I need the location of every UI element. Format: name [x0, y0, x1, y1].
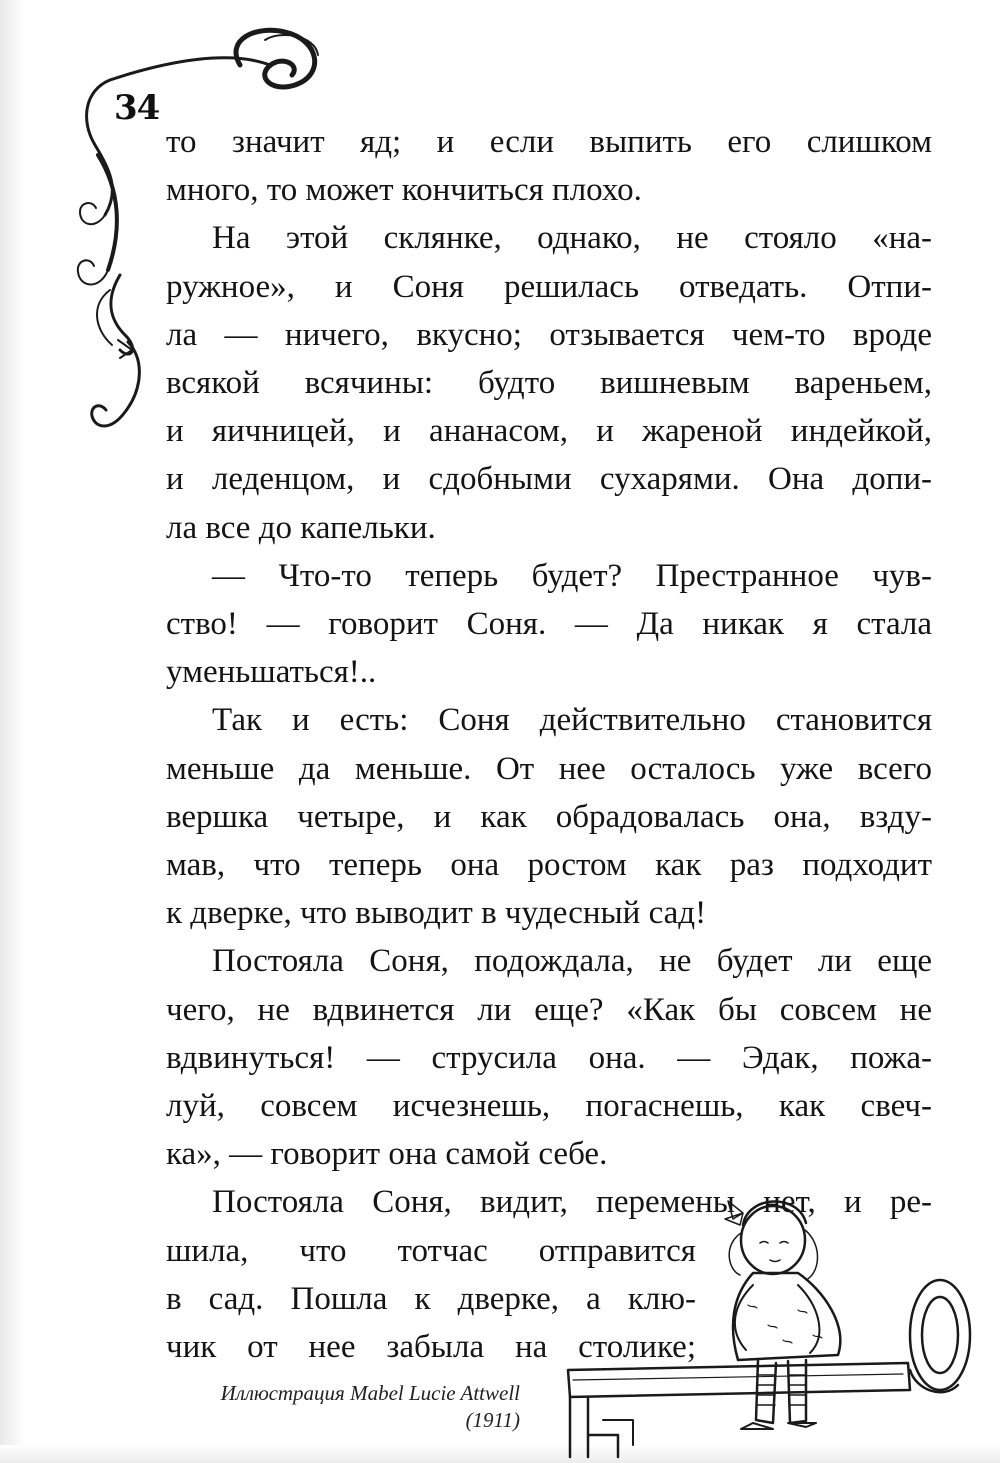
text-line: ла все до капельки.: [166, 509, 436, 546]
text-line: — Что-то теперь будет? Престранное чув-: [212, 557, 932, 594]
body-text: [166, 118, 932, 1371]
text-line: всякой всячины: будто вишневым вареньем,: [166, 365, 932, 402]
text-line: к дверке, что выводит в чудесный сад!: [166, 895, 707, 932]
girl-on-key-illustration: [548, 1185, 978, 1460]
caption-year: (1911): [465, 1408, 520, 1432]
text-line: Постояла Соня, подождала, не будет ли еще: [212, 943, 932, 980]
caption-author: Иллюстрация Mabel Lucie Attwell: [220, 1381, 520, 1405]
text-line: На этой склянке, однако, не стояло «на-: [212, 220, 932, 257]
text-line: Постояла Соня, видит, перемены нет, и ре-: [212, 1184, 932, 1221]
text-line: ство! — говорит Соня. — Да никак я стала: [166, 606, 932, 643]
text-line: луй, совсем исчезнешь, погаснешь, как свеч-: [166, 1088, 932, 1125]
text-line: и яичницей, и ананасом, и жареной индейкой,: [166, 413, 932, 450]
text-line: меньше да меньше. От нее осталось уже всего: [166, 750, 932, 787]
page-number: 34: [114, 88, 160, 128]
text-line: ружное», и Соня решилась отведать. Отпи-: [166, 268, 932, 305]
text-line: мав, что теперь она ростом как раз подходит: [166, 847, 932, 884]
text-line: в сад. Пошла к дверке, а клю-: [166, 1280, 696, 1317]
text-line: шила, что тотчас отправится: [166, 1232, 696, 1269]
text-line: то значит яд; и если выпить его слишком: [166, 124, 932, 160]
illustration-caption: [160, 1380, 520, 1434]
text-line: вдвинуться! — струсила она. — Эдак, пожа-: [166, 1039, 932, 1076]
text-line: Так и есть: Соня действительно становится: [212, 702, 932, 739]
text-line: много, то может кончиться плохо.: [166, 172, 642, 209]
text-line: чик от нее забыла на столике;: [166, 1329, 696, 1366]
text-line: ка», — говорит она самой себе.: [166, 1136, 608, 1173]
page-edge-shadow: [0, 0, 26, 1463]
text-line: уменьшаться!..: [166, 654, 377, 691]
text-line: вершка четыре, и как обрадовалась она, взду-: [166, 798, 932, 835]
text-line: и леденцом, и сдобными сухарями. Она допи-: [166, 461, 932, 498]
text-line: ла — ничего, вкусно; отзывается чем-то вроде: [166, 316, 932, 353]
text-line: чего, не вдвинется ли еще? «Как бы совсем не: [166, 991, 932, 1028]
